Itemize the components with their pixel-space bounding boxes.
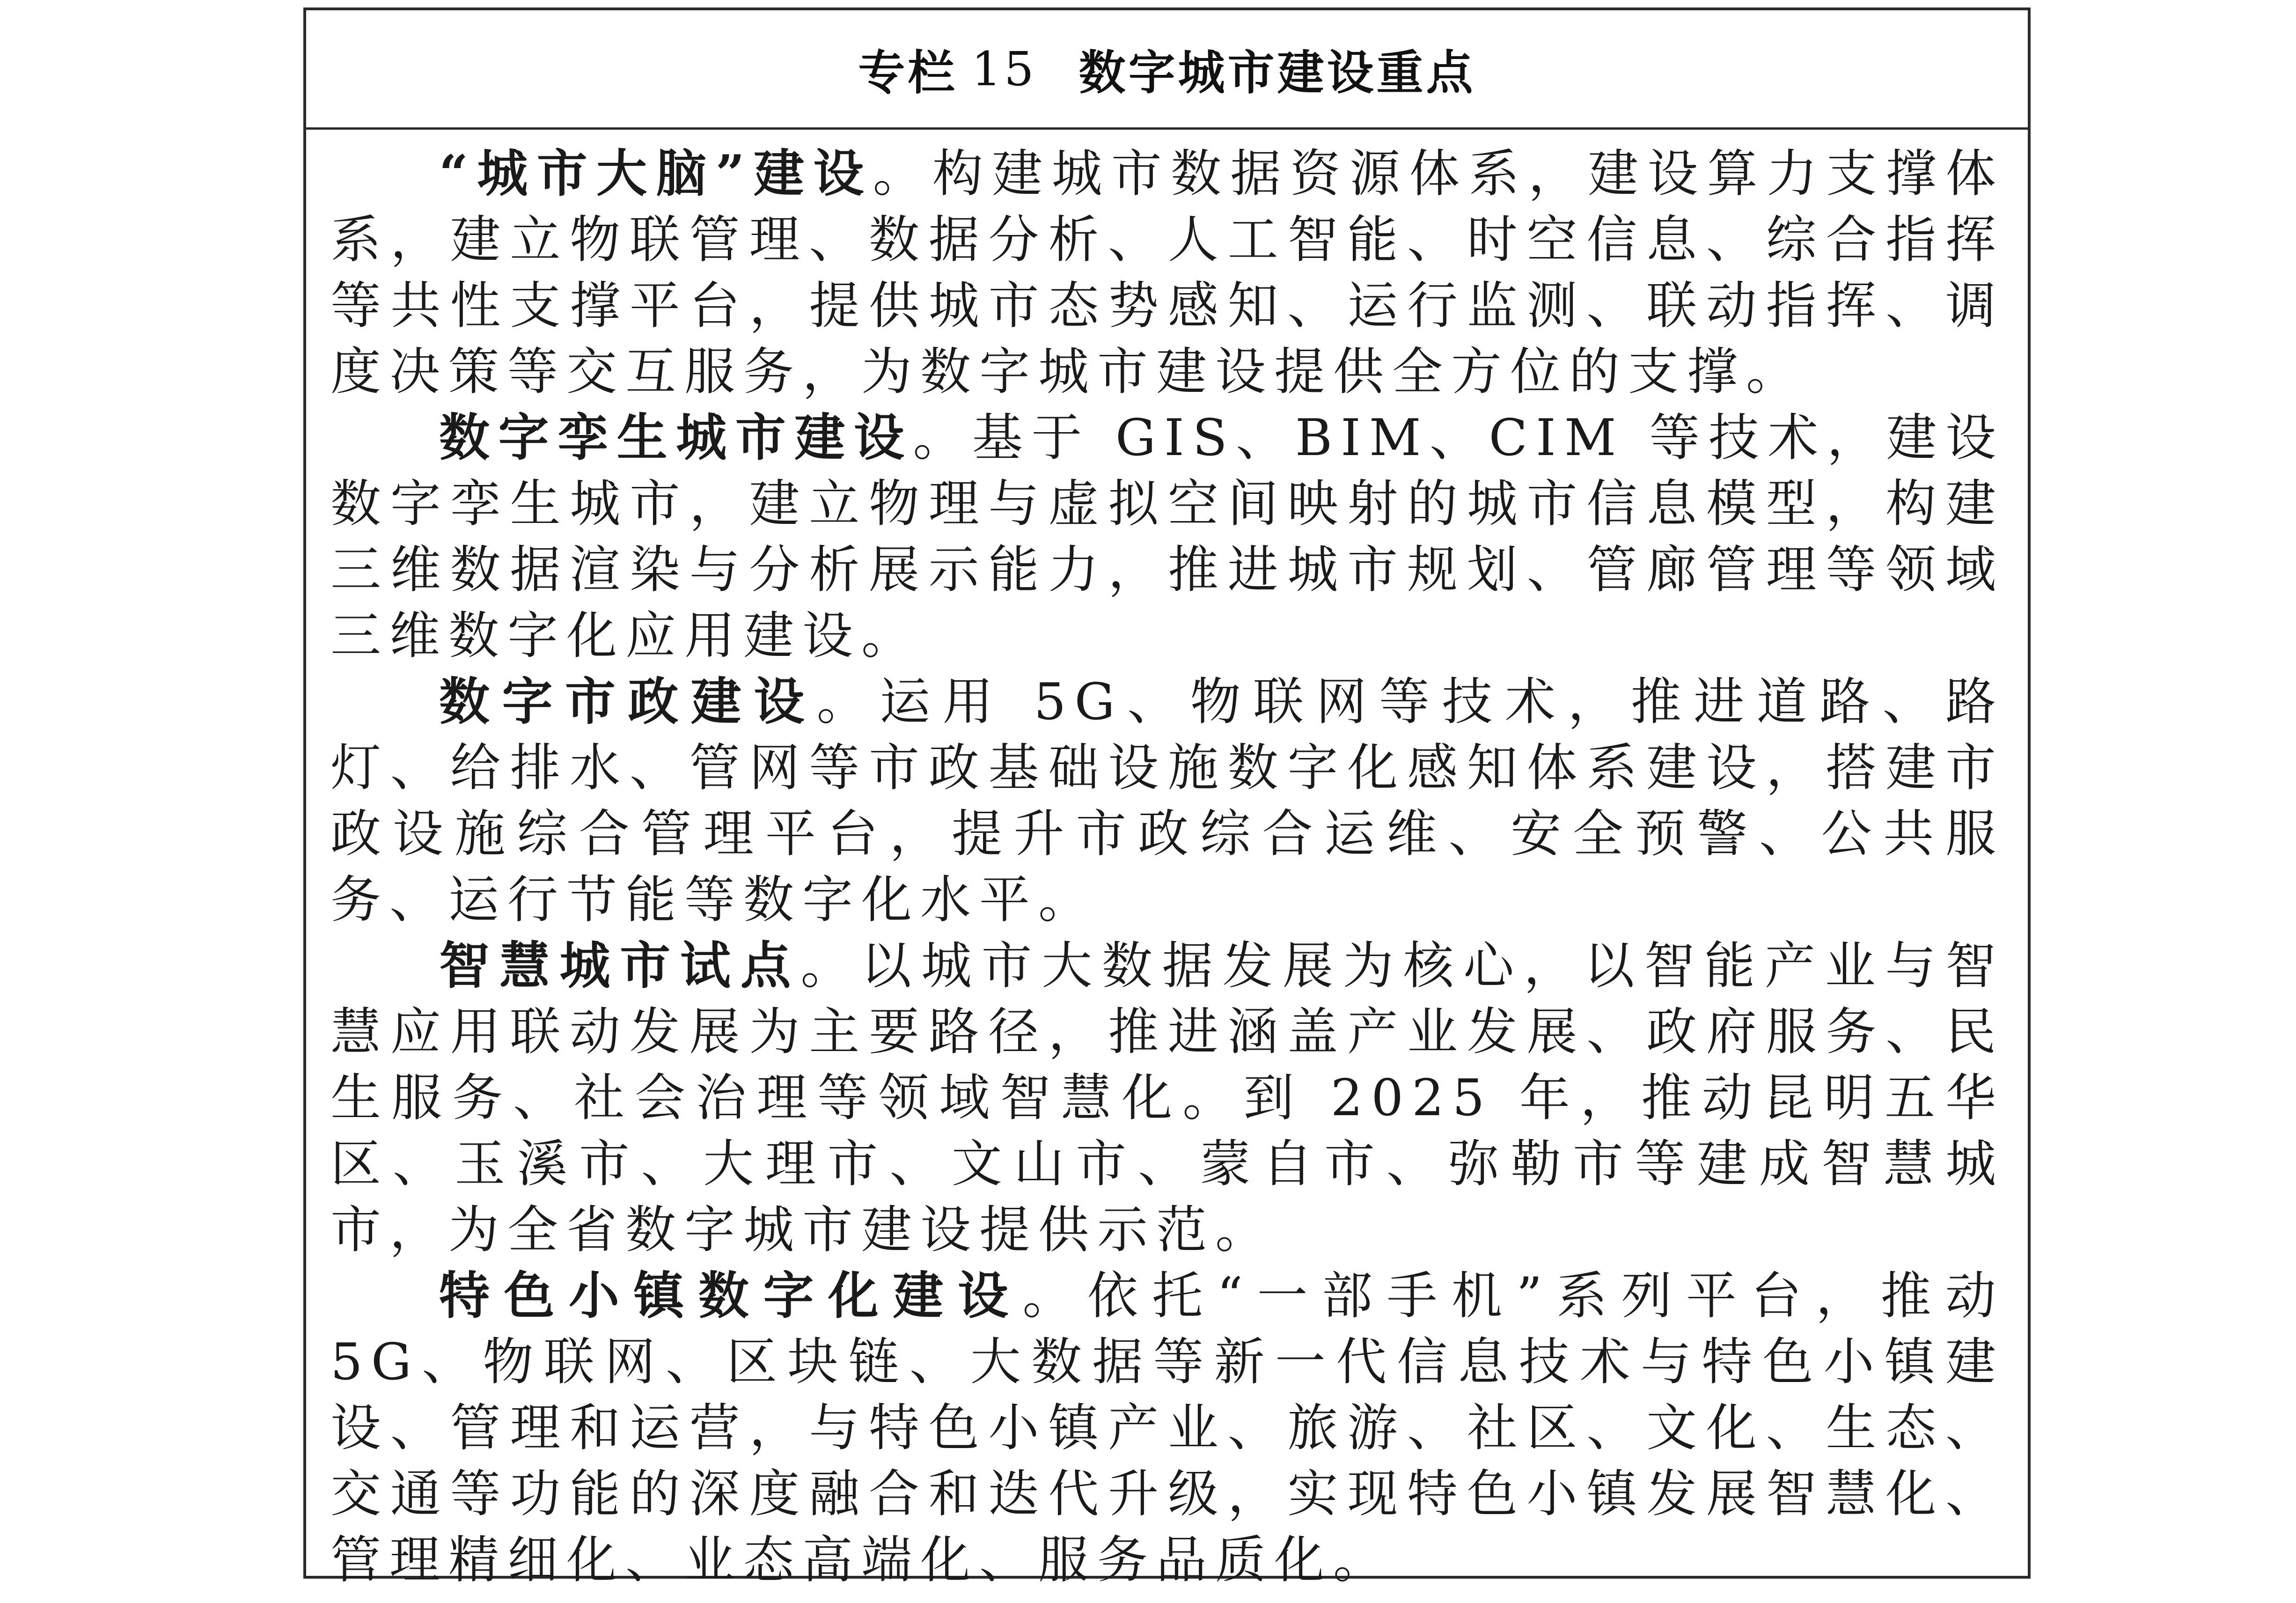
paragraph-heading: 智慧城市试点 — [439, 936, 801, 995]
paragraph-smart-city-pilot — [330, 933, 2004, 1263]
paragraph-municipal — [330, 669, 2004, 933]
column-title: 数字城市建设重点 — [1078, 45, 1476, 100]
paragraph-city-brain — [330, 141, 2004, 405]
column-body — [306, 130, 2028, 1593]
paragraph-heading: 特色小镇数字化建设 — [439, 1266, 1023, 1325]
column-number: 15 — [971, 41, 1037, 96]
column-box — [303, 7, 2031, 1589]
paragraph-heading: 数字市政建设 — [439, 672, 817, 731]
column-header — [306, 10, 2028, 130]
column-label: 专栏 — [858, 45, 958, 100]
paragraph-text: 。基于 GIS、BIM、CIM 等技术，建设数字孪生城市，建立物理与虚拟空间映射的城市信息模型，构建三维数据渲染与分析展示能力，推进城市规划、管廊管理等领域三维数字化应用建设。 — [330, 409, 2004, 665]
paragraph-town-digitization — [330, 1263, 2004, 1593]
paragraph-text: 。运用 5G、物联网等技术，推进道路、路灯、给排水、管网等市政基础设施数字化感知体系建设，搭建市政设施综合管理平台，提升市政综合运维、安全预警、公共服务、运行节能等数字化水平。 — [330, 673, 2004, 929]
paragraph-digital-twin — [330, 405, 2004, 669]
paragraph-text: 。构建城市数据资源体系，建设算力支撑体系，建立物联管理、数据分析、人工智能、时空信息、综合指挥等共性支撑平台，提供城市态势感知、运行监测、联动指挥、调度决策等交互服务，为数字城市建设提供全方位的支撑。 — [330, 145, 2004, 401]
paragraph-text: 。依托“一部手机”系列平台，推动 5G、物联网、区块链、大数据等新一代信息技术与特色小镇建设、管理和运营，与特色小镇产业、旅游、社区、文化、生态、交通等功能的深度融合和迭代升级，实现特色小镇发展智慧化、管理精细化、业态高端化、服务品质化。 — [330, 1267, 2004, 1589]
paragraph-heading: 数字孪生城市建设 — [439, 408, 913, 467]
paragraph-heading: “城市大脑”建设 — [439, 144, 873, 203]
paragraph-text: 。以城市大数据发展为核心，以智能产业与智慧应用联动发展为主要路径，推进涵盖产业发展、政府服务、民生服务、社会治理等领域智慧化。到 2025 年，推动昆明五华区、玉溪市、大理市、文山市、蒙自市、弥勒市等建成智慧城市，为全省数字城市建设提供示范。 — [330, 937, 2004, 1259]
